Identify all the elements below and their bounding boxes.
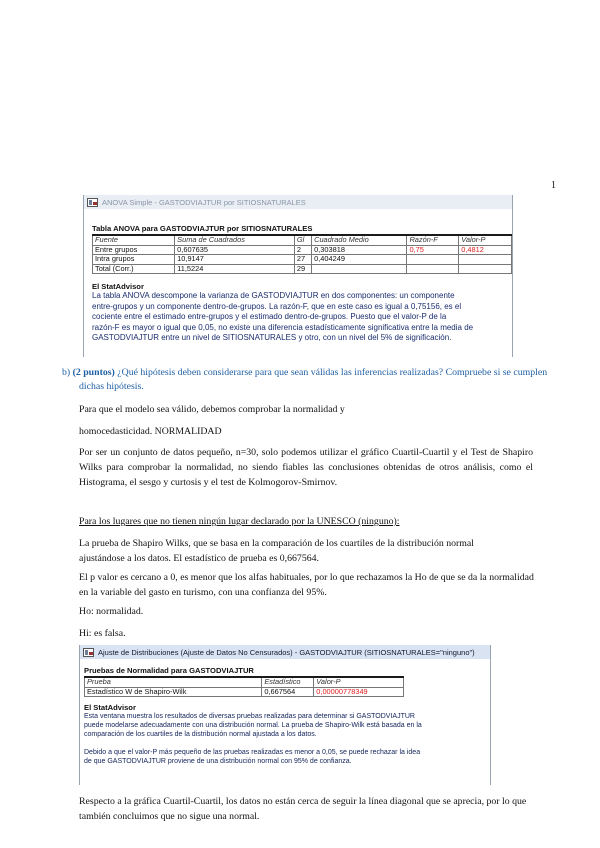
statadvisor-text	[92, 291, 504, 344]
paragraph-validity	[79, 402, 529, 439]
normality-header-row	[85, 677, 404, 687]
table-cell: 27	[294, 255, 311, 265]
question-text: ¿Qué hipótesis deben considerarse para que sean válidas las inferencias realizadas? Compruebe si se cumplen dichas hipótesis.	[79, 367, 548, 392]
table-cell: 0,75	[407, 245, 459, 255]
paragraph-small-sample: Por ser un conjunto de datos pequeño, n=30, solo podemos utilizar el gráfico Cuartil-Cuartil y el Test de Shapiro Wilks para comprobar la normalidad, no siendo fiables las conclusiones obtenidas de otros análisis, como el Histograma, el sesgo y curtosis y el test de Kolmogorov-Smirnov.	[79, 447, 533, 488]
table-cell	[312, 264, 407, 274]
normality-table	[84, 676, 404, 697]
table-cell: 10,9147	[175, 255, 295, 265]
section-heading-ninguno: Para los lugares que no tienen ningún lugar declarado por la UNESCO (ninguno):	[79, 516, 400, 527]
table-cell: 0,404249	[312, 255, 407, 265]
statadvisor-line: Debido a que el valor-P más pequeño de las pruebas realizadas es menor a 0,05, se puede rechazar la idea	[84, 749, 421, 756]
anova-header-row	[93, 235, 512, 245]
statadvisor-line: GASTODVIAJTUR entre un nivel de SITIOSNATURALES y otro, con un nivel del 5% de significación.	[92, 333, 452, 343]
header-cell: Suma de Cuadrados	[175, 235, 295, 245]
paragraph-p-value: El p valor es cercano a 0, es menor que los alfas habituales, por lo que rechazamos la Ho de que se da la normalidad en la variable del gasto en turismo, con una confianza del 95%.	[79, 572, 534, 598]
table-row	[85, 687, 404, 697]
header-cell: Prueba	[85, 677, 262, 687]
table-cell: Entre grupos	[93, 245, 175, 255]
header-cell: Gl	[294, 235, 311, 245]
anova-table-title: Tabla ANOVA para GASTODVIAJTUR por SITIOSNATURALES	[92, 224, 313, 233]
hypothesis-alternative: Hi: es falsa.	[79, 628, 126, 639]
statadvisor-line: La tabla ANOVA descompone la varianza de GASTODVIAJTUR en dos componentes: un componente	[92, 291, 455, 300]
anova-window-titlebar[interactable]	[84, 195, 512, 209]
page-number: 1	[551, 180, 556, 191]
paragraph-qq-plot: Respecto a la gráfica Cuartil-Cuartil, los datos no están cerca de seguir la línea diagonal que se aprecia, por lo que también concluimos que no sigue una normal.	[79, 796, 527, 822]
paragraph-line: Para que el modelo sea válido, debemos comprobar la normalidad y	[79, 404, 345, 415]
header-cell: Razón-F	[407, 235, 459, 245]
anova-panel	[83, 195, 513, 357]
question-label: b)	[62, 367, 71, 378]
table-cell	[459, 255, 512, 265]
table-row	[93, 264, 512, 274]
table-cell: 0,00000778349	[314, 687, 404, 697]
header-cell: Valor-P	[314, 677, 404, 687]
table-cell: 0,607635	[175, 245, 295, 255]
table-window-icon	[83, 648, 94, 657]
table-row	[93, 255, 512, 265]
header-cell: Fuente	[93, 235, 175, 245]
normality-panel	[79, 645, 491, 785]
table-cell	[459, 264, 512, 274]
statadvisor-line: cociente entre el estimado entre-grupos y el estimado dentro-de-grupos. Puesto que el valor-P de la	[92, 312, 447, 322]
table-cell: Intra grupos	[93, 255, 175, 265]
statadvisor-text	[84, 712, 482, 766]
normality-window-titlebar[interactable]	[80, 645, 490, 659]
hypothesis-null: Ho: normalidad.	[79, 606, 144, 617]
header-cell: Valor-P	[459, 235, 512, 245]
statadvisor-title: El StatAdvisor	[84, 703, 136, 712]
question-b	[62, 366, 559, 394]
table-cell: 0,667564	[262, 687, 314, 697]
table-cell: Total (Corr.)	[93, 264, 175, 274]
table-cell: Estadístico W de Shapiro-Wilk	[85, 687, 262, 697]
statadvisor-line: razón-F es mayor o igual que 0,05, no existe una diferencia estadísticamente significativa entre la media de	[92, 322, 474, 332]
header-cell: Cuadrado Medio	[312, 235, 407, 245]
table-cell: 2	[294, 245, 311, 255]
table-cell	[407, 255, 459, 265]
statadvisor-title: El StatAdvisor	[92, 282, 144, 291]
table-cell	[407, 264, 459, 274]
statadvisor-line: de que GASTODVIAJTUR proviene de una distribución normal con 95% de confianza.	[84, 758, 352, 765]
table-cell: 0,4812	[459, 245, 512, 255]
normality-table-title: Pruebas de Normalidad para GASTODVIAJTUR	[84, 666, 254, 675]
paragraph-shapiro: La prueba de Shapiro Wilks, que se basa en la comparación de los cuartiles de la distribución normal ajustándose a los datos. El estadístico de prueba es 0,667564.	[79, 538, 474, 564]
table-cell: 11,5224	[175, 264, 295, 274]
paragraph-line: homocedasticidad. NORMALIDAD	[79, 426, 222, 437]
statadvisor-line: Esta ventana muestra los resultados de diversas pruebas realizadas para determinar si GASTODVIAJTUR	[84, 713, 415, 720]
normality-window-title: Ajuste de Distribuciones (Ajuste de Datos No Censurados) - GASTODVIAJTUR (SITIOSNATURALES="ninguno")	[98, 647, 475, 657]
anova-window-title: ANOVA Simple - GASTODVIAJTUR por SITIOSNATURALES	[102, 197, 306, 207]
table-cell: 0,303818	[312, 245, 407, 255]
statadvisor-line: puede modelarse adecuadamente con una distribución normal. La prueba de Shapiro-Wilk está basada en la	[84, 722, 422, 729]
table-window-icon	[87, 198, 98, 207]
question-points: (2 puntos)	[72, 367, 115, 378]
statadvisor-line: comparación de los cuartiles de la distribución normal ajustada a los datos.	[84, 731, 317, 738]
table-cell: 29	[294, 264, 311, 274]
header-cell: Estadístico	[262, 677, 314, 687]
anova-table	[92, 234, 512, 274]
statadvisor-line: entre-grupos y un componente dentro-de-grupos. La razón-F, que en este caso es igual a 0,75156, es el	[92, 301, 462, 311]
